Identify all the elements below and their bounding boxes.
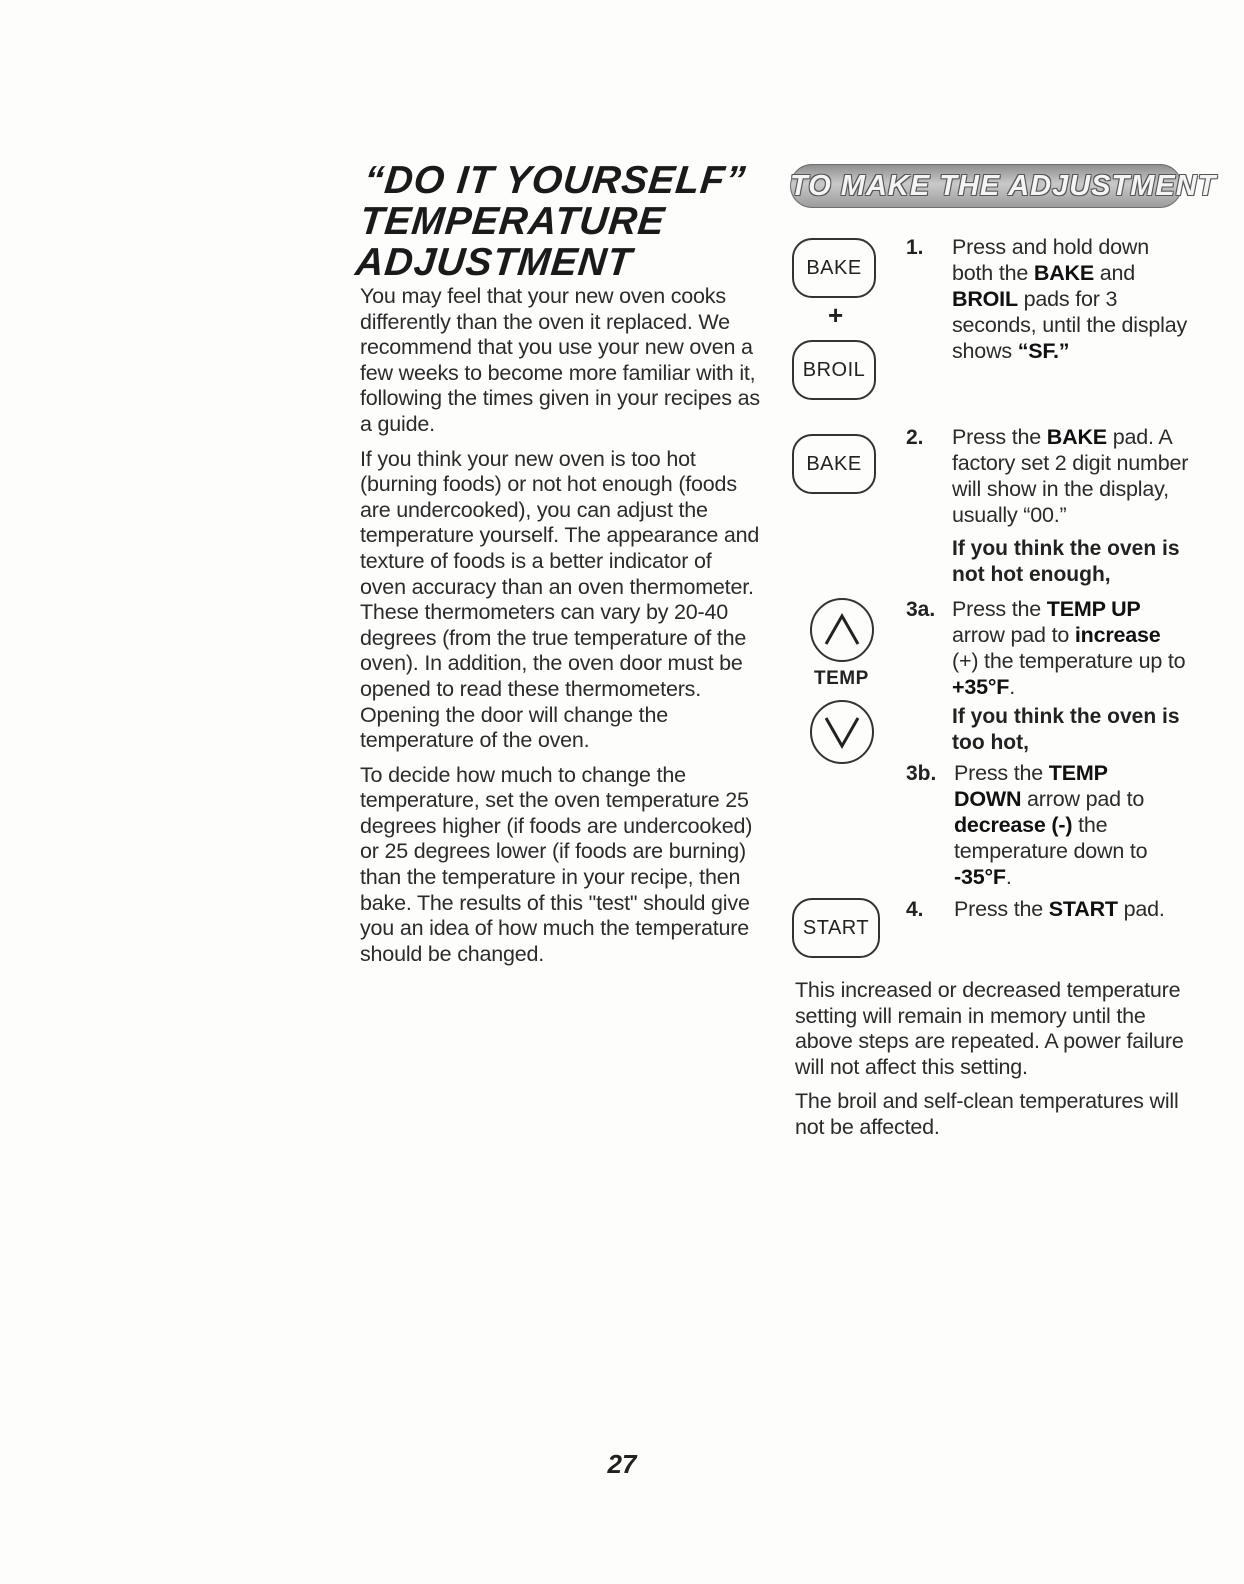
step-number: 3b.: [906, 762, 937, 785]
start-pad-icon: [792, 898, 880, 958]
step-4-text: Press the START pad.: [954, 897, 1165, 921]
page-number: 27: [607, 1449, 637, 1479]
step-2-text: Press the BAKE pad. A factory set 2 digit number will show in the display, usually “00.”: [952, 425, 1189, 527]
condition-too-hot: If you think the oven is too hot,: [952, 705, 1180, 754]
temp-label: TEMP: [814, 668, 869, 689]
up-arrow-icon: [812, 600, 872, 660]
intro-text: [360, 284, 760, 976]
title-line-1: “DO IT YOURSELF”: [362, 159, 749, 202]
step-number: 2.: [906, 426, 924, 449]
plus-sign: +: [828, 300, 844, 330]
pad-label: BAKE: [806, 452, 862, 475]
temp-down-arrow-icon: [810, 700, 874, 764]
step-number: 1.: [906, 236, 924, 259]
paragraph: To decide how much to change the temperature, set the oven temperature 25 degrees higher (if foods are undercooked) or 25 degrees lower (if foods are burning) than the temperature in your recipe, then bake. The results of this "test" should give you an idea of how much the temperature should be changed.: [360, 762, 753, 966]
pad-label: BROIL: [802, 358, 866, 381]
step-number: 4.: [906, 898, 924, 921]
paragraph: This increased or decreased temperature setting will remain in memory until the above steps are repeated. A power failure will not affect this setting.: [795, 978, 1184, 1079]
pad-label: BAKE: [806, 256, 862, 279]
pad-label: START: [802, 916, 870, 939]
step-number: 3a.: [906, 598, 936, 621]
title-line-2: TEMPERATURE: [357, 200, 668, 243]
paragraph: The broil and self-clean temperatures will not be affected.: [795, 1089, 1179, 1139]
paragraph: If you think your new oven is too hot (burning foods) or not hot enough (foods are undercooked), you can adjust the temperature yourself. The appearance and texture of foods is a better indicator of oven accuracy than an oven thermometer. These thermometers can vary by 20-40 degrees (from the true temperature of the oven). In addition, the oven door must be opened to read these thermometers. Opening the door will change the temperature of the oven.: [360, 446, 760, 753]
page-title: [354, 160, 787, 283]
section-banner: [790, 164, 1217, 208]
broil-pad-icon: [792, 340, 876, 400]
memory-note: [795, 978, 1195, 1150]
paragraph: You may feel that your new oven cooks differently than the oven it replaced. We recommend that you use your new oven a few weeks to become more familiar with it, following the times given in your recipes as a guide.: [360, 284, 760, 436]
step-3b-text: Press the TEMP DOWN arrow pad to decrease (-) the temperature down to -35°F.: [954, 761, 1148, 889]
down-arrow-icon: [812, 702, 872, 762]
bake-pad-icon: [792, 434, 876, 494]
banner-label: TO MAKE THE ADJUSTMENT: [790, 170, 1217, 202]
temp-up-arrow-icon: [810, 598, 874, 662]
bake-pad-icon: [792, 238, 876, 298]
step-3a-text: Press the TEMP UP arrow pad to increase (+) the temperature up to +35°F.: [952, 597, 1186, 699]
condition-not-hot: If you think the oven is not hot enough,: [952, 537, 1180, 586]
step-1-text: Press and hold down both the BAKE and BROIL pads for 3 seconds, until the display shows “SF.”: [952, 235, 1188, 363]
title-line-3: ADJUSTMENT: [353, 241, 635, 284]
